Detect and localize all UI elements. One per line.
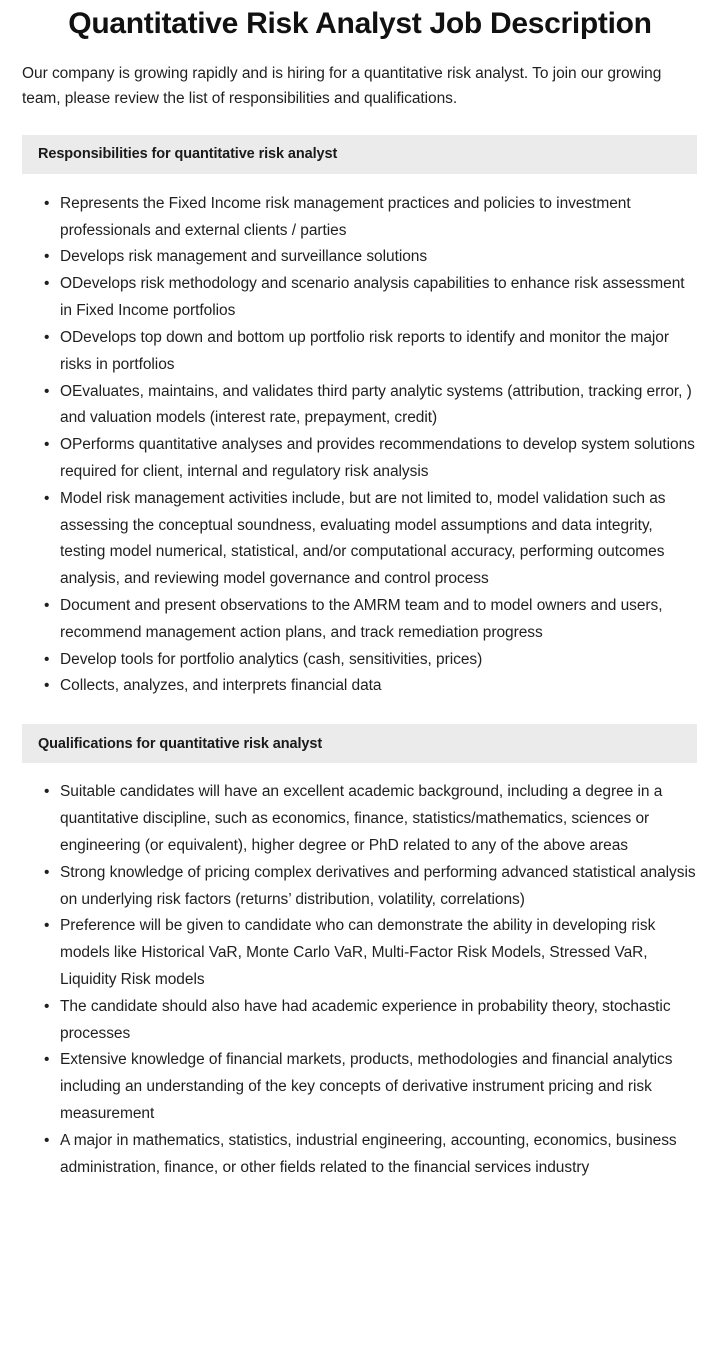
list-item bbox=[22, 432, 697, 486]
list-item bbox=[22, 191, 697, 245]
list-item-text: ODevelops top down and bottom up portfolio risk reports to identify and monitor the major risks in portfolios bbox=[60, 328, 669, 373]
bullet-icon: • bbox=[44, 677, 50, 695]
bullet-icon: • bbox=[44, 436, 50, 454]
list-item-text: Preference will be given to candidate who can demonstrate the ability in developing risk models like Historical VaR, Monte Carlo VaR, Multi-Factor Risk Models, Stressed VaR, Liquidity Risk models bbox=[60, 917, 656, 988]
list-item-text: Develops risk management and surveillance solutions bbox=[60, 248, 428, 266]
list-item-text: Suitable candidates will have an excellent academic background, including a degree in a quantitative discipline, such as economics, finance, statistics/mathematics, sciences or engineering (or equivalent), higher degree or PhD related to any of the above areas bbox=[60, 783, 663, 854]
bullet-icon: • bbox=[44, 597, 50, 614]
bullet-icon: • bbox=[44, 248, 50, 266]
list-item-text: A major in mathematics, statistics, industrial engineering, accounting, economics, business administration, finance, or other fields related to the financial services industry bbox=[60, 1131, 677, 1176]
page-bottom-spacer bbox=[0, 1181, 720, 1215]
list-item-text: OPerforms quantitative analyses and provides recommendations to develop system solutions required for client, internal and regulatory risk analysis bbox=[60, 436, 695, 480]
list-item-text: The candidate should also have had academic experience in probability theory, stochastic processes bbox=[60, 997, 671, 1042]
list-item-text: Represents the Fixed Income risk management practices and policies to investment professionals and external clients / parties bbox=[60, 194, 631, 239]
list-item-text: Extensive knowledge of financial markets, products, methodologies and financial analytics including an understanding of the key concepts of derivative instrument pricing and risk measurement bbox=[60, 1051, 673, 1122]
list-item bbox=[22, 1047, 697, 1127]
list-item bbox=[22, 271, 697, 325]
section-header-responsibilities bbox=[22, 135, 697, 174]
list-item bbox=[22, 994, 697, 1048]
bullet-icon: • bbox=[44, 194, 50, 212]
bullet-icon: • bbox=[44, 328, 50, 346]
list-item-text: Strong knowledge of pricing complex derivatives and performing advanced statistical analysis on underlying risk factors (returns’ distribution, volatility, correlations) bbox=[60, 863, 696, 908]
bullet-icon: • bbox=[44, 1051, 50, 1069]
bullet-icon: • bbox=[44, 783, 50, 801]
list-item-text: Develop tools for portfolio analytics (cash, sensitivities, prices) bbox=[60, 650, 483, 668]
section-header-label: Responsibilities for quantitative risk analyst bbox=[38, 146, 338, 163]
list-item bbox=[22, 244, 697, 271]
list-item-text: ODevelops risk methodology and scenario analysis capabilities to enhance risk assessment in Fixed Income portfolios bbox=[60, 275, 685, 320]
intro-paragraph: Our company is growing rapidly and is hiring for a quantitative risk analyst. To join our growing team, please review the list of responsibilities and qualifications. bbox=[22, 64, 662, 107]
list-item-text: Document and present observations to the AMRM team and to model owners and users, recommend management action plans, and track remediation progress bbox=[60, 597, 663, 641]
list-item bbox=[22, 913, 697, 993]
list-item bbox=[22, 860, 697, 914]
list-item bbox=[22, 673, 697, 700]
list-item bbox=[22, 486, 697, 593]
bullet-icon: • bbox=[44, 917, 50, 935]
list-item bbox=[22, 593, 697, 647]
list-item-text: Collects, analyzes, and interprets financial data bbox=[60, 677, 382, 695]
bullet-icon: • bbox=[44, 275, 50, 293]
list-item bbox=[22, 379, 697, 433]
responsibilities-list bbox=[0, 174, 720, 700]
bullet-icon: • bbox=[44, 997, 50, 1015]
bullet-icon: • bbox=[44, 863, 50, 881]
list-item-text: OEvaluates, maintains, and validates third party analytic systems (attribution, tracking error, ) and valuation models (interest rate, prepayment, credit) bbox=[60, 382, 692, 427]
section-qualifications bbox=[0, 724, 720, 1181]
bullet-icon: • bbox=[44, 382, 50, 400]
list-item bbox=[22, 325, 697, 379]
bullet-icon: • bbox=[44, 1131, 50, 1149]
list-item bbox=[22, 1128, 697, 1182]
qualifications-list bbox=[0, 763, 720, 1181]
bullet-icon: • bbox=[44, 489, 50, 507]
list-item bbox=[22, 647, 697, 674]
page-title: Quantitative Risk Analyst Job Description bbox=[68, 7, 652, 40]
section-header-qualifications bbox=[22, 724, 697, 763]
section-header-label: Qualifications for quantitative risk analyst bbox=[38, 735, 323, 752]
bullet-icon: • bbox=[44, 650, 50, 668]
list-item bbox=[22, 779, 697, 859]
list-item-text: Model risk management activities include, but are not limited to, model validation such as assessing the conceptual soundness, evaluating model assumptions and data integrity, testing model numerical, statistical, and/or computational accuracy, performing outcomes analysis, and reviewing model governance and control process bbox=[60, 489, 666, 588]
section-responsibilities bbox=[0, 135, 720, 700]
